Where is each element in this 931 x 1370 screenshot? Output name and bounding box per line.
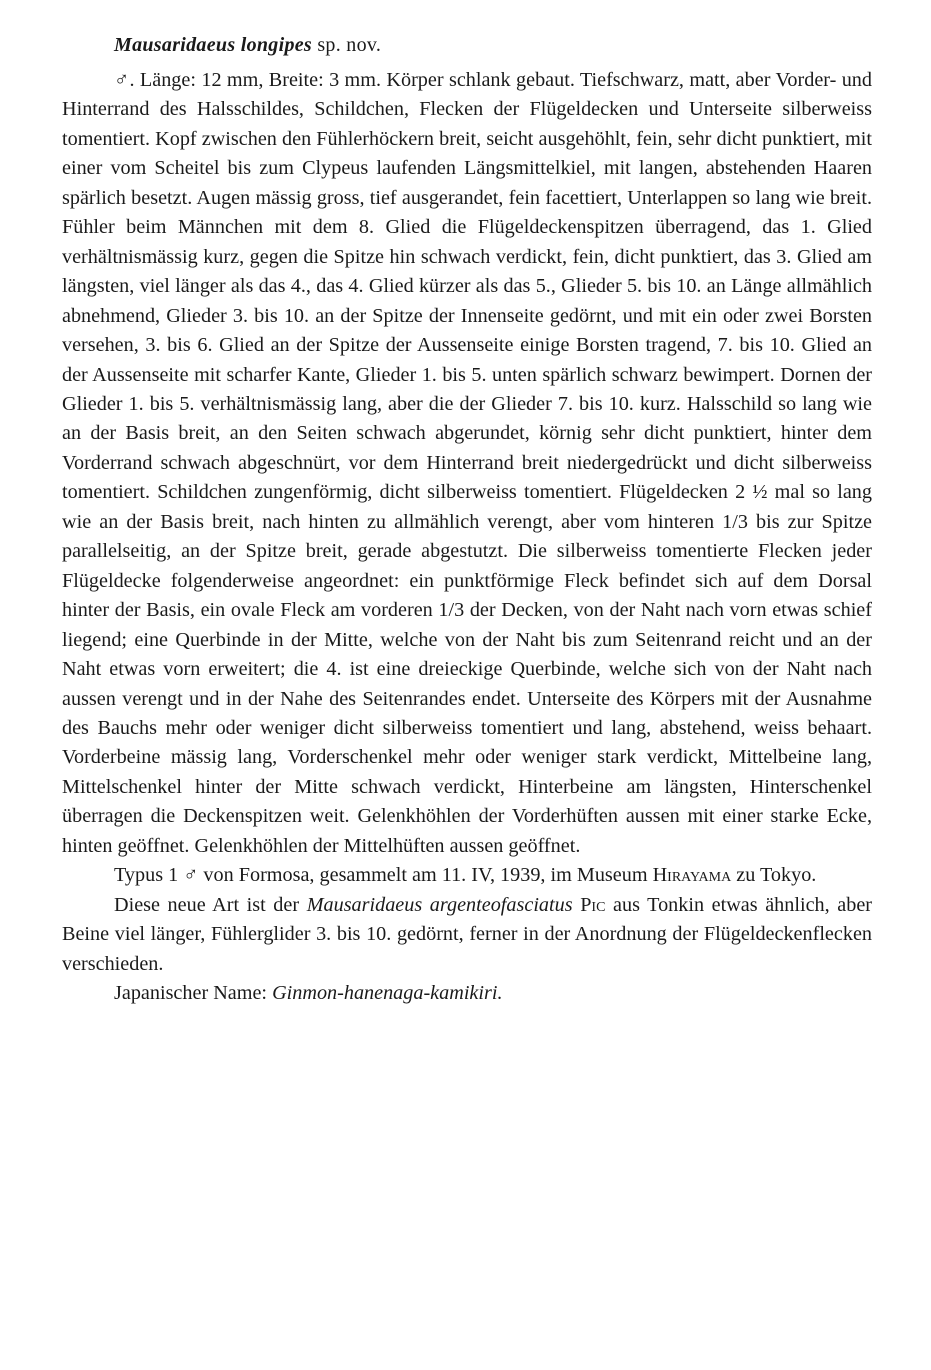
comparison-text: aus Tonkin etwas ähnlich, aber Beine viel länger, Fühlerglider 3. bis 10. gedörnt, ferner in der Anordnung der Flügeldeckenflecken verschieden. (62, 893, 873, 975)
typus-location: zu Tokyo. (731, 864, 817, 887)
comparison-paragraph (62, 891, 872, 979)
museum-name: Hirayama (652, 864, 732, 887)
description-paragraph: ♂. Länge: 12 mm, Breite: 3 mm. Körper schlank gebaut. Tiefschwarz, matt, aber Vorder- und Hinterrand des Halsschildes, Schildchen, Flecken der Flügeldecken und Unterseite silberweiss tomentiert. Kopf zwischen den Fühlerhöckern breit, seicht ausgehöhlt, fein, sehr dicht punktiert, mit einer vom Scheitel bis zum Clypeus laufenden Längsmittelkiel, mit langen, abstehenden Haaren spärlich besetzt. Augen mässig gross, tief ausgerandet, fein facettiert, Unterlappen so lang wie breit. Fühler beim Männchen mit dem 8. Glied die Flügeldeckenspitzen überragend, das 1. Glied verhältnismässig kurz, gegen die Spitze hin schwach verdickt, fein, dicht punktiert, das 3. Glied am längsten, viel länger als das 4., das 4. Glied kürzer als das 5., Glieder 5. bis 10. an Länge allmählich abnehmend, Glieder 3. bis 10. an der Spitze der Innenseite gedörnt, und mit ein oder zwei Borsten versehen, 3. bis 6. Glied an der Spitze der Aussenseite einige Borsten tragend, 7. bis 10. Glied an der Aussenseite mit scharfer Kante, Glieder 1. bis 5. unten spärlich schwarz bewimpert. Dornen der Glieder 1. bis 5. verhältnismässig lang, aber die der Glieder 7. bis 10. kurz. Halsschild so lang wie an der Basis breit, an den Seiten schwach abgerundet, körnig sehr dicht punktiert, hinter dem Vorderrand schwach abgeschnürt, vor dem Hinterrand breit niedergedrückt und dicht silberweiss tomentiert. Schildchen zungenförmig, dicht silberweiss tomentiert. Flügeldecken 2 ½ mal so lang wie an der Basis breit, nach hinten zu allmählich verengt, aber vom hinteren 1/3 bis zur Spitze parallelseitig, an der Spitze breit, gerade abgestutzt. Die silberweiss tomentierte Flecken jeder Flügeldecke folgenderweise angeordnet: ein punktförmige Fleck befindet sich auf dem Dorsal hinter der Basis, ein ovale Fleck am vorderen 1/3 der Decken, von der Naht nach vorn etwas schief liegend; eine Querbinde in der Mitte, welche von der Naht bis zum Seitenrand reicht und an der Naht etwas vorn erweitert; die 4. ist eine dreieckige Querbinde, welche sich von der Naht nach aussen verengt und in der Nahe des Seitenrandes endet. Unterseite des Körpers mit der Ausnahme des Bauchs mehr oder weniger dicht silberweiss tomentiert und lang, abstehend, weiss behaart. Vorderbeine mässig lang, Vorderschenkel mehr oder weniger stark verdickt, Mittelbeine lang, Mittelschenkel hinter der Mitte schwach verdickt, Hinterbeine am längsten, Hinterschenkel überragen die Deckenspitzen weit. Gelenkhöhlen der Vorderhüften aussen mit einer starke Ecke, hinten geöffnet. Gelenkhöhlen der Mittelhüften aussen geöffnet. (62, 69, 872, 857)
typus-text: Typus 1 ♂ von Formosa, gesammelt am 11. IV, 1939, im Museum (114, 864, 653, 887)
species-author: Pic (580, 893, 606, 916)
japanese-name-label: Japanischer Name: (114, 982, 273, 1005)
species-status: sp. nov. (317, 34, 382, 56)
species-name: Mausaridaeus longipes (114, 34, 313, 56)
page (62, 30, 872, 1009)
japanese-name-value: Ginmon-hanenaga-kamikiri. (272, 982, 503, 1005)
comparison-intro: Diese neue Art ist der (114, 893, 307, 916)
species-heading (114, 30, 872, 60)
typus-paragraph (62, 861, 872, 890)
japanese-name-paragraph (62, 979, 872, 1008)
related-species: Mausaridaeus argenteofasciatus (306, 893, 573, 916)
